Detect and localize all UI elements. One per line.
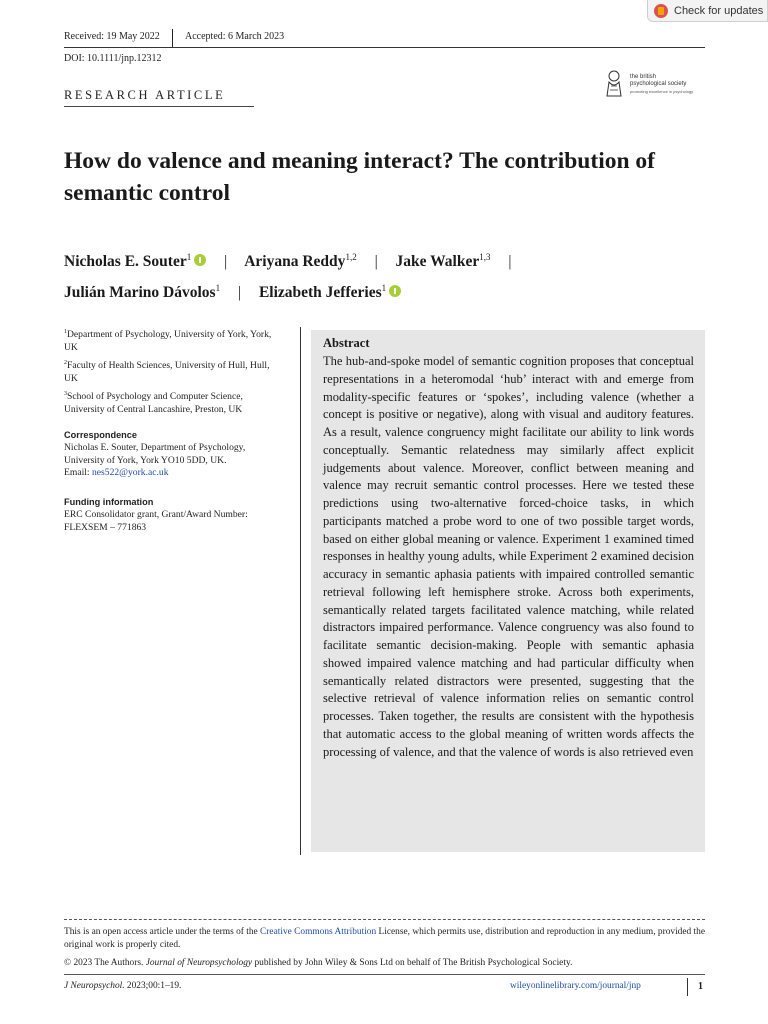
check-for-updates-label: Check for updates [674, 4, 764, 17]
footer-rule [64, 974, 705, 975]
creative-commons-link[interactable]: Creative Commons Attribution [260, 927, 377, 937]
column-divider [300, 327, 301, 855]
author[interactable]: Ariyana Reddy$^{1,2}$ [244, 252, 357, 271]
email-link[interactable]: nes522@york.ac.uk [91, 467, 169, 479]
author[interactable]: Nicholas E. Souter$^1$ [64, 252, 192, 271]
doi: DOI: 10.1111/jnp.12312 [64, 53, 162, 64]
article-type: RESEARCH ARTICLE [64, 88, 226, 102]
orcid-icon[interactable] [194, 254, 206, 266]
author-separator: | [374, 253, 378, 271]
page-number: 1 [698, 981, 703, 992]
affiliation: $^3$School of Psychology and Computer Science, University of Central Lancashire, Preston, UK [64, 391, 243, 415]
check-for-updates-button[interactable] [647, 0, 768, 22]
funding-heading: Funding information [64, 497, 154, 507]
orcid-icon[interactable] [389, 285, 401, 297]
author[interactable]: Jake Walker$^{1,3}$ [395, 252, 491, 271]
abstract-heading: Abstract [323, 336, 370, 350]
email-label: Email: [64, 467, 92, 479]
author-list [64, 244, 724, 306]
license-note: This is an open access article under the terms of the Creative Commons Attribution License, which permits use, distribution and reproduction in any medium, provided the original work is properly cited. [64, 927, 706, 950]
journal-url-link[interactable]: wileyonlinelibrary.com/journal/jnp [510, 981, 641, 991]
correspondence-text: Nicholas E. Souter, Department of Psychology, University of York, York YO10 5DD, UK. [64, 442, 246, 466]
copyright-note: © 2023 The Authors. Journal of Neuropsychology published by John Wiley & Sons Ltd on behalf of The British Psychological Society. [64, 958, 573, 968]
crossmark-icon [654, 4, 668, 18]
publisher-tagline: promoting excellence in psychology [630, 89, 694, 94]
received-date: Received: 19 May 2022 [64, 31, 160, 42]
publisher-logo-text [630, 74, 693, 95]
bps-society-emblem-icon [604, 68, 628, 100]
author-separator: | [508, 253, 512, 271]
funding-text: ERC Consolidator grant, Grant/Award Number: FLEXSEM – 771863 [64, 509, 248, 533]
affiliation: $^1$Department of Psychology, University of York, York, UK [64, 329, 272, 353]
author[interactable]: Elizabeth Jefferies$^1$ [258, 283, 387, 302]
citation: J Neuropsychol. 2023;00:1–19. [64, 981, 182, 991]
publisher-line1: the british [630, 74, 657, 80]
author-separator: | [224, 253, 228, 271]
article-type-underline [64, 106, 254, 107]
footnote-rule [64, 919, 705, 920]
author[interactable]: Julián Marino Dávolos$^1$ [64, 283, 221, 302]
header-divider [172, 29, 173, 47]
article-title: How do valence and meaning interact? The contribution of semantic control [64, 148, 655, 206]
publisher-logo [604, 68, 714, 102]
publisher-line2: psychological society [630, 81, 687, 87]
author-separator: | [237, 284, 242, 302]
correspondence-heading: Correspondence [64, 430, 138, 440]
abstract-text: The hub-and-spoke model of semantic cognition proposes that conceptual representations in a heteromodal ‘hub’ interact with and emerge from modality-specific features or ‘spokes’, including valence (whether a concept is positive or negative), along with visual and auditory features. As a result, valence congruency might facilitate our ability to link words conceptually. Semantic relatedness may similarly affect explicit judgements about valence. Moreover, conflict between meaning and valence may recruit semantic control processes. Here we tested these predictions using two-alternative forced-choice tasks, in which participants matched a probe word to one of two possible target words, based on either global meaning or valence. Experiment 1 examined timed responses in healthy young adults, while Experiment 2 examined decision accuracy in semantic aphasia patients with impaired controlled semantic retrieval following left hemisphere stroke. Across both experiments, semantically related targets facilitated valence matching, while related distractors impaired performance. Valence congruency was also found to facilitate semantic decision-making. People with semantic aphasia showed impaired valence matching and had particular difficulty when semantically related distractors were presented, suggesting that the selective retrieval of valence information relies on semantic control processes. Taken together, the results are consistent with the hypothesis that automatic access to the global meaning of written words affects the processing of valence, and that the valence of words is also retrieved even [323, 354, 694, 759]
abstract-box [311, 330, 705, 852]
accepted-date: Accepted: 6 March 2023 [185, 31, 285, 42]
affiliation: $^2$Faculty of Health Sciences, University of Hull, Hull, UK [64, 360, 270, 384]
header-rule [64, 47, 705, 48]
correspondence-block [64, 429, 284, 480]
footer-divider [687, 978, 688, 996]
funding-block [64, 496, 284, 534]
